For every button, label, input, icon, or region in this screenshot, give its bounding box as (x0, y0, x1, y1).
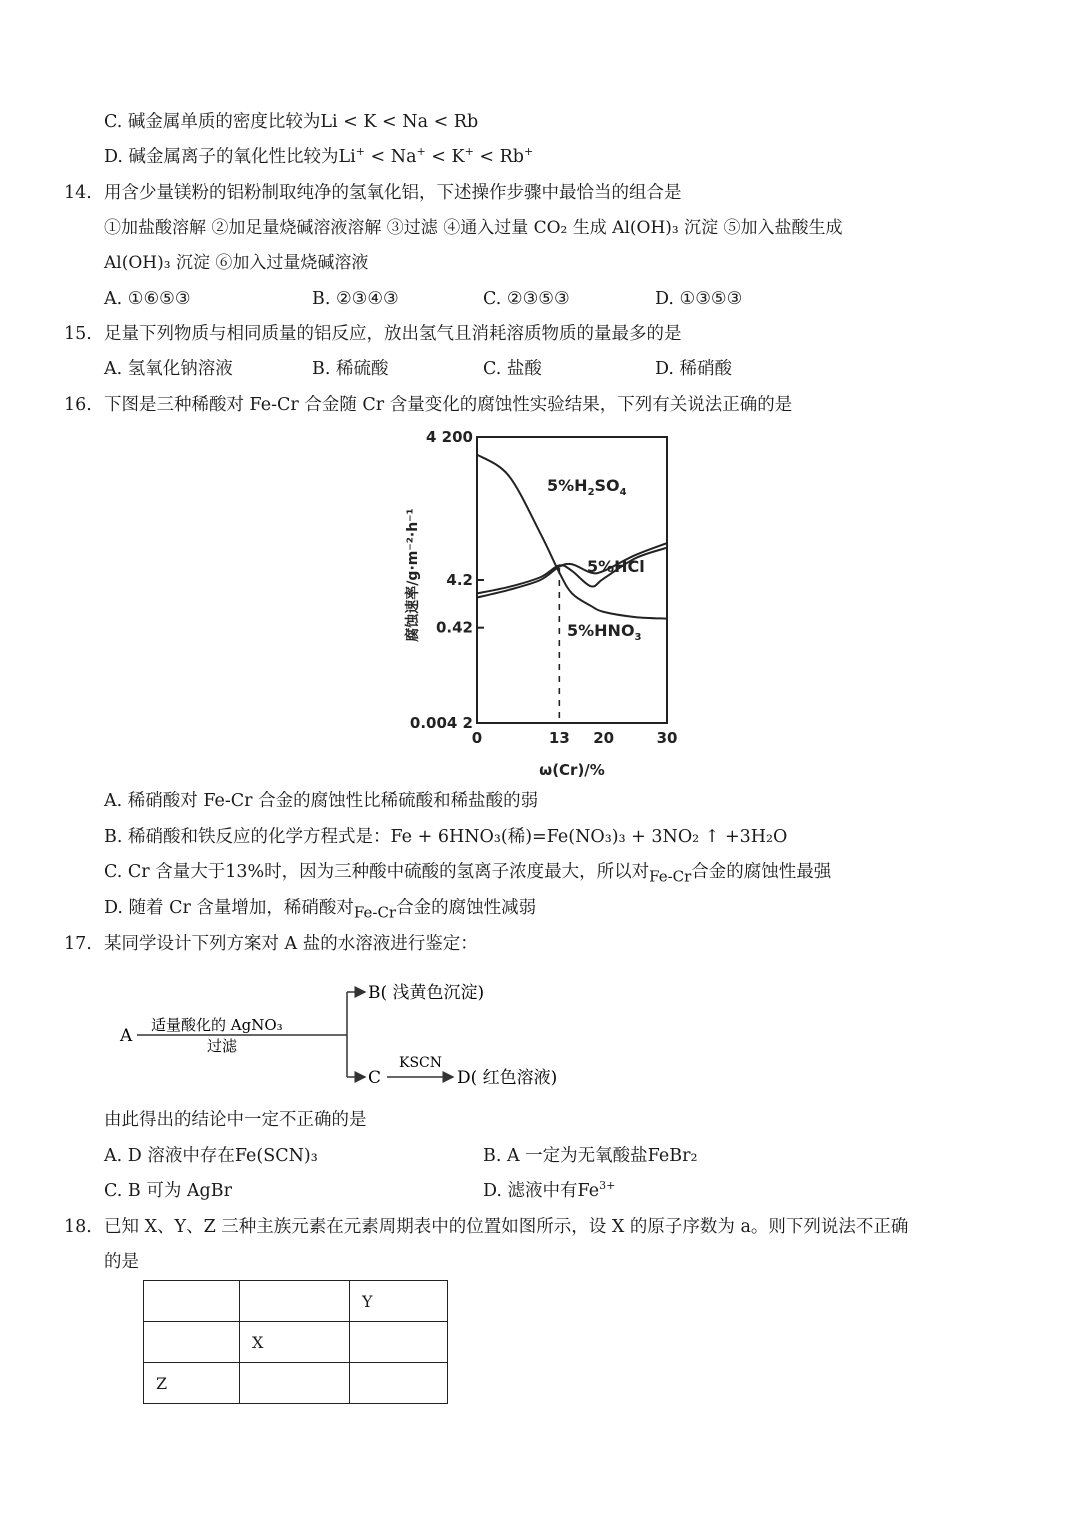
q13-option-d (104, 145, 533, 169)
charge-sup: + (524, 145, 534, 159)
alloy-sub: Fe-Cr (353, 903, 397, 922)
table-cell (144, 1281, 240, 1322)
alloy-sub: Fe-Cr (649, 867, 692, 886)
table-row (144, 1281, 448, 1322)
x-tick-label: 13 (548, 729, 570, 747)
x-axis-ticks (472, 729, 678, 747)
q17-option-a: A. D 溶液中存在Fe(SCN)₃ (104, 1146, 318, 1166)
y-axis-ticks (410, 428, 484, 732)
q18-stem-line (64, 1215, 909, 1239)
y-axis-label: 腐蚀速率/g·m⁻²·h⁻¹ (405, 508, 421, 642)
q14-steps-line2: Al(OH)₃ 沉淀 ⑥加入过量烧碱溶液 (104, 253, 369, 273)
q15-option-b: B. 稀硫酸 (312, 359, 389, 379)
y-tick-label: 0.004 2 (409, 714, 473, 732)
table-cell (240, 1281, 350, 1322)
question-number: 15. (64, 324, 92, 344)
q16-option-c-text: C. Cr 含量大于13%时，因为三种酸中硫酸的氢离子浓度最大，所以对 (104, 862, 650, 882)
q17-conclusion: 由此得出的结论中一定不正确的是 (104, 1110, 367, 1130)
q15-option-d: D. 稀硝酸 (655, 359, 733, 379)
q14-option-a: A. ①⑥⑤③ (104, 289, 191, 309)
q14-stem: 用含少量镁粉的铝粉制取纯净的氢氧化铝，下述操作步骤中最恰当的组合是 (104, 183, 682, 203)
q18-stem-line2: 的是 (104, 1252, 139, 1272)
x-tick-label: 30 (656, 729, 678, 747)
q13-option-d-text: < K (425, 147, 465, 167)
table-row (144, 1363, 448, 1404)
question-number: 18. (64, 1217, 92, 1237)
q15-stem: 足量下列物质与相同质量的铝反应，放出氢气且消耗溶质物质的量最多的是 (104, 324, 682, 344)
q14-steps-line1: ①加盐酸溶解 ②加足量烧碱溶液溶解 ③过滤 ④通入过量 CO₂ 生成 Al(OH)₃ 沉淀 ⑤加入盐酸生成 (104, 218, 843, 238)
q17-stem-line (64, 932, 478, 956)
question-number: 14. (64, 183, 92, 203)
q15-stem-line (64, 322, 682, 346)
q16-option-d-text: D. 随着 Cr 含量增加，稀硝酸对 (104, 898, 354, 918)
q18-stem: 已知 X、Y、Z 三种主族元素在元素周期表中的位置如图所示，设 X 的原子序数为 a。则下列说法不正确 (104, 1217, 909, 1237)
flow-c: C (368, 1068, 382, 1088)
table-cell (350, 1363, 448, 1404)
q17-option-d (483, 1179, 615, 1203)
periodic-position-table (143, 1280, 448, 1404)
q16-option-d (104, 896, 536, 920)
q13-option-c: C. 碱金属单质的密度比较为Li < K < Na < Rb (104, 112, 479, 132)
y-tick-label: 4 200 (426, 428, 473, 446)
question-number: 17. (64, 934, 92, 954)
q14-stem-line (64, 181, 682, 205)
q16-option-b: B. 稀硝酸和铁反应的化学方程式是：Fe + 6HNO₃(稀)=Fe(NO₃)₃ + 3NO₂ ↑ +3H₂O (104, 827, 788, 847)
y-tick-label: 0.42 (435, 618, 473, 637)
series-label: $5\%H_2SO_4$ (547, 476, 627, 498)
q17-flow-diagram (115, 975, 615, 1095)
series-label: 5%HCl (587, 557, 645, 576)
q13-option-d-text: D. 碱金属离子的氧化性比较为Li (104, 147, 356, 167)
q16-stem-line (64, 393, 793, 417)
flow-d: D( 红色溶液) (457, 1068, 558, 1088)
table-cell: X (240, 1322, 350, 1363)
q17-option-b: B. A 一定为无氧酸盐FeBr₂ (483, 1146, 698, 1166)
charge-sup: + (355, 145, 365, 159)
q17-option-d-text: D. 滤液中有Fe (483, 1181, 600, 1201)
question-number: 16. (64, 395, 92, 415)
series-label: $5\%HNO_3$ (567, 621, 642, 643)
q16-option-c-text: 合金的腐蚀性最强 (691, 862, 832, 882)
q14-option-b: B. ②③④③ (312, 289, 399, 309)
q17-stem: 某同学设计下列方案对 A 盐的水溶液进行鉴定： (104, 934, 478, 954)
flow-reagent: 适量酸化的 AgNO₃ (151, 1016, 283, 1034)
q15-option-c: C. 盐酸 (483, 359, 542, 379)
q14-option-c: C. ②③⑤③ (483, 289, 570, 309)
q13-option-d-text: < Na (364, 147, 417, 167)
series-labels (547, 476, 645, 643)
charge-sup: 3+ (599, 1179, 616, 1193)
q13-option-d-text: < Rb (473, 147, 524, 167)
table-cell (144, 1322, 240, 1363)
q14-option-d: D. ①③⑤③ (655, 289, 743, 309)
table-cell (350, 1322, 448, 1363)
flow-b: B( 浅黄色沉淀) (368, 983, 485, 1003)
q16-option-c (104, 860, 831, 884)
x-tick-label: 0 (471, 729, 483, 747)
flow-a: A (120, 1026, 133, 1046)
q15-option-a: A. 氢氧化钠溶液 (104, 359, 233, 379)
y-tick-label: 4.2 (446, 571, 473, 589)
q16-option-a: A. 稀硝酸对 Fe-Cr 合金的腐蚀性比稀硫酸和稀盐酸的弱 (104, 791, 539, 811)
table-cell (240, 1363, 350, 1404)
table-cell: Z (144, 1363, 240, 1404)
charge-sup: + (464, 145, 474, 159)
flow-step: 过滤 (207, 1037, 238, 1055)
table-cell: Y (350, 1281, 448, 1322)
x-tick-label: 20 (593, 729, 615, 747)
table-row (144, 1322, 448, 1363)
q16-stem: 下图是三种稀酸对 Fe-Cr 合金随 Cr 含量变化的腐蚀性实验结果，下列有关说法正确的是 (104, 395, 793, 415)
q17-option-c: C. B 可为 AgBr (104, 1181, 232, 1201)
corrosion-rate-chart (395, 425, 695, 785)
q16-option-d-text: 合金的腐蚀性减弱 (396, 898, 537, 918)
x-axis-label: ω(Cr)/% (539, 761, 605, 779)
flow-kscn: KSCN (399, 1055, 443, 1071)
charge-sup: + (416, 145, 426, 159)
